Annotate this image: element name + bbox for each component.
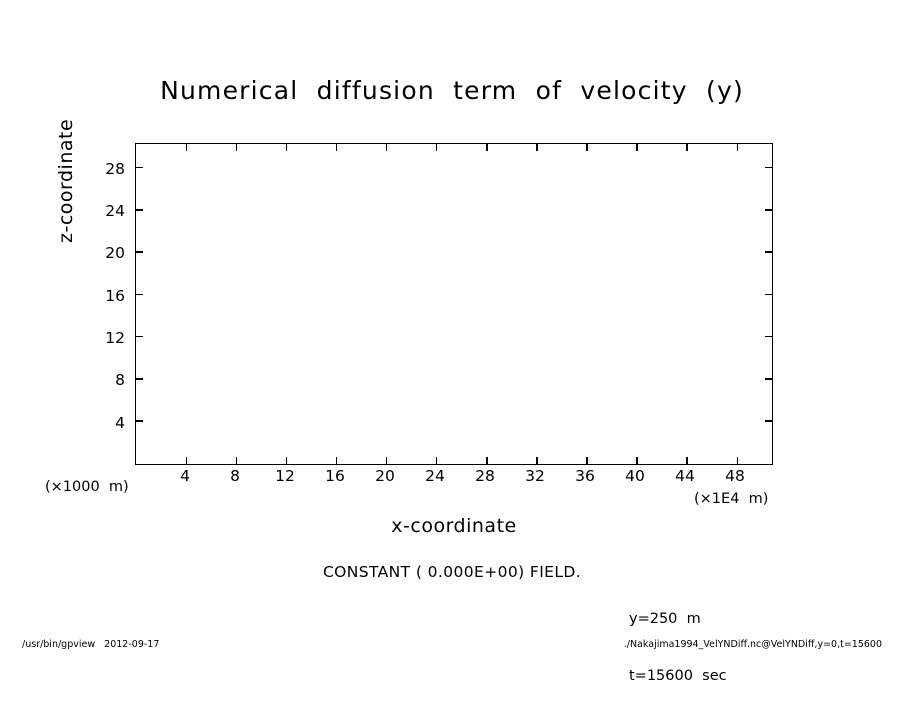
x-tick-top (536, 144, 537, 151)
x-tick-top (386, 144, 387, 151)
x-tick (336, 457, 337, 464)
x-axis-title: x-coordinate (391, 515, 517, 537)
x-tick-top (286, 144, 287, 151)
x-tick (686, 457, 687, 464)
x-tick-label: 24 (425, 467, 445, 485)
y-tick-label: 20 (105, 244, 125, 262)
x-tick (286, 457, 287, 464)
y-tick (136, 209, 143, 210)
y-axis-unit-annotation: (×1000 m) (45, 479, 129, 495)
y-tick (136, 251, 143, 252)
x-tick-top (686, 144, 687, 151)
plot-area (135, 143, 773, 465)
x-tick-top (586, 144, 587, 151)
constant-field-note: CONSTANT ( 0.000E+00) FIELD. (322, 563, 582, 581)
x-tick-top (336, 144, 337, 151)
x-tick-top (186, 144, 187, 151)
y-tick (136, 420, 143, 421)
x-tick-label: 44 (675, 467, 695, 485)
y-tick-right (765, 420, 772, 421)
y-tick-label: 8 (115, 371, 125, 389)
x-tick (186, 457, 187, 464)
x-tick-top (236, 144, 237, 151)
x-tick-top (436, 144, 437, 151)
y-axis-title: z-coordinate (55, 118, 77, 243)
footer-source: ./Nakajima1994_VelYNDiff.nc@VelYNDiff,y=0,t=15600 (623, 639, 882, 650)
x-tick-top (636, 144, 637, 151)
y-tick-right (765, 167, 772, 168)
x-tick (386, 457, 387, 464)
y-tick-label: 28 (105, 160, 125, 178)
x-axis-unit-annotation: (×1E4 m) (694, 491, 769, 507)
x-tick-label: 8 (230, 467, 240, 485)
y-tick-right (765, 378, 772, 379)
x-tick-label: 12 (275, 467, 295, 485)
x-tick-label: 28 (475, 467, 495, 485)
slice-info-t: t=15600 sec (629, 668, 727, 684)
x-tick (586, 457, 587, 464)
y-tick (136, 336, 143, 337)
y-tick-right (765, 336, 772, 337)
x-tick-top (737, 144, 738, 151)
x-tick-label: 36 (575, 467, 595, 485)
x-tick-label: 20 (375, 467, 395, 485)
y-tick-right (765, 294, 772, 295)
x-tick-label: 32 (525, 467, 545, 485)
x-tick (486, 457, 487, 464)
x-tick (236, 457, 237, 464)
y-tick (136, 294, 143, 295)
x-tick-label: 48 (725, 467, 745, 485)
page-title: Numerical diffusion term of velocity (y) (160, 76, 744, 105)
x-tick-label: 40 (625, 467, 645, 485)
y-tick-label: 4 (115, 414, 125, 432)
y-tick (136, 378, 143, 379)
y-tick-label: 16 (105, 287, 125, 305)
x-tick-label: 4 (180, 467, 190, 485)
x-tick-label: 16 (325, 467, 345, 485)
footer-command: /usr/bin/gpview 2012-09-17 (22, 639, 160, 650)
x-tick (436, 457, 437, 464)
x-tick (737, 457, 738, 464)
y-tick-label: 12 (105, 329, 125, 347)
y-tick-label: 24 (105, 202, 125, 220)
y-tick-right (765, 251, 772, 252)
x-tick (536, 457, 537, 464)
x-tick (636, 457, 637, 464)
x-tick-top (486, 144, 487, 151)
y-tick (136, 167, 143, 168)
slice-info-y: y=250 m (629, 611, 701, 627)
y-tick-right (765, 209, 772, 210)
